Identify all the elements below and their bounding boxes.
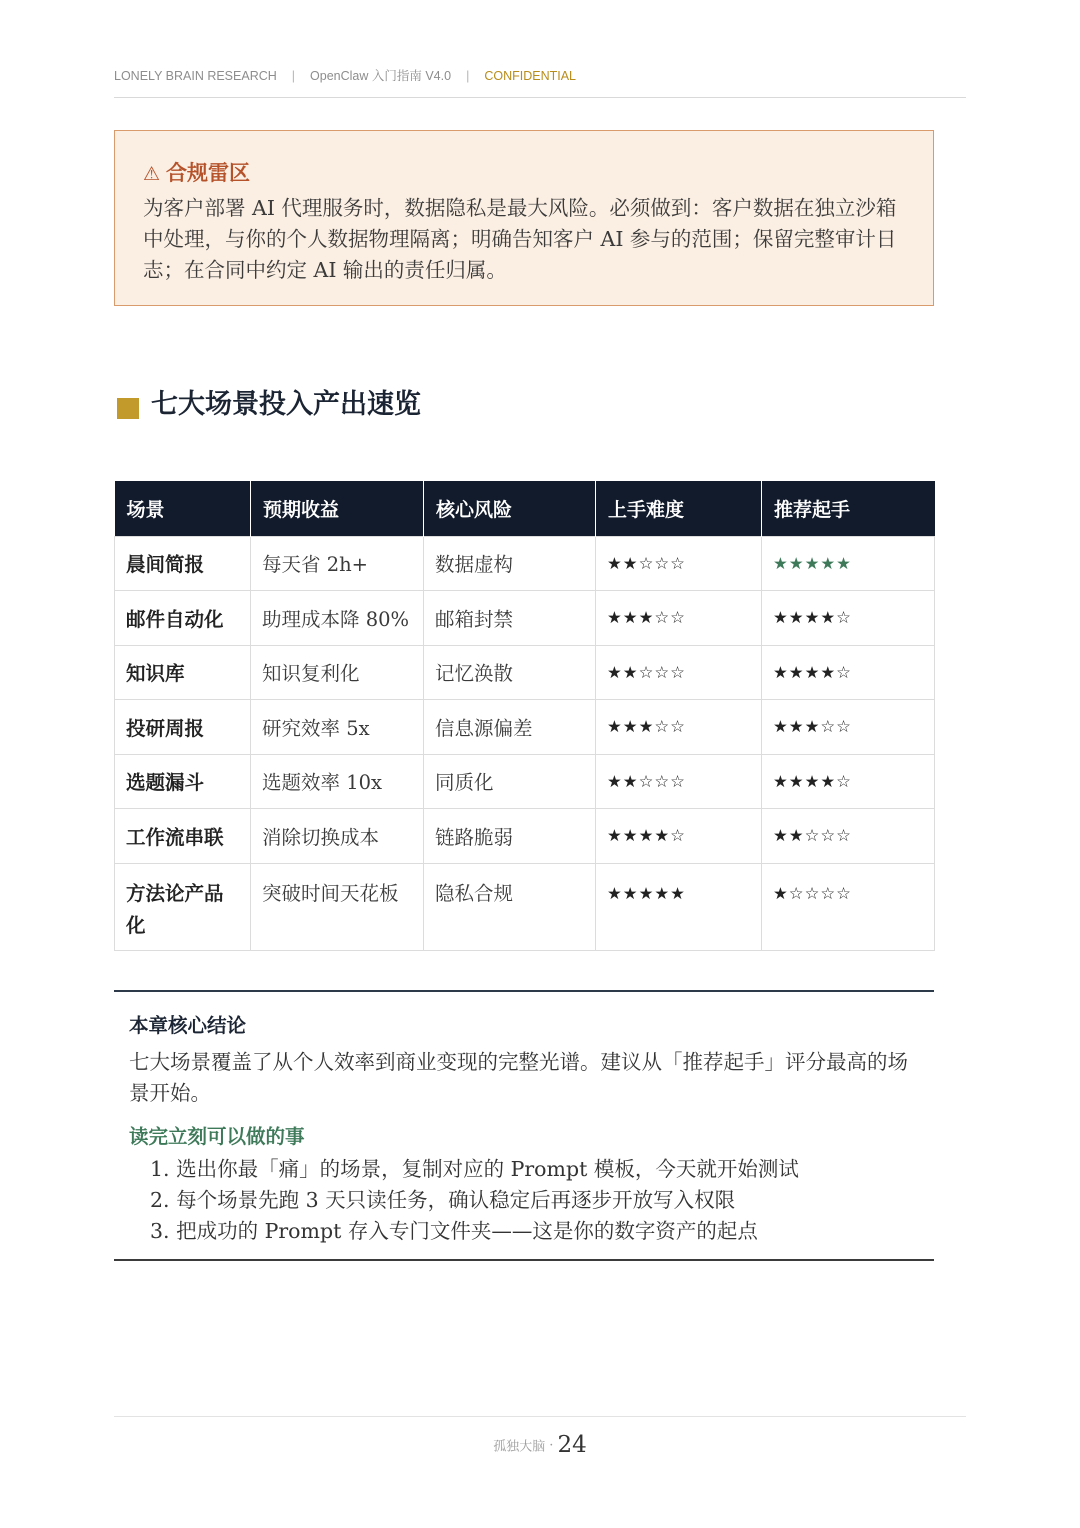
benefit-cell: 助理成本降 80%: [251, 591, 424, 646]
scenario-cell: 晨间简报: [115, 536, 251, 591]
risk-cell: 同质化: [424, 754, 596, 809]
section-title: 七大场景投入产出速览: [151, 389, 421, 420]
table-row: [115, 700, 935, 755]
scenario-cell: 方法论产品化: [115, 863, 251, 950]
column-header: 上手难度: [596, 481, 762, 536]
table-header-row: [115, 481, 935, 536]
recommend-rating: ★★★☆☆: [762, 700, 935, 755]
recommend-rating: ★★★★☆: [762, 591, 935, 646]
page-header: [114, 66, 966, 98]
conclusion-text: 七大场景覆盖了从个人效率到商业变现的完整光谱。建议从「推荐起手」评分最高的场景开始。: [129, 1050, 908, 1105]
difficulty-rating: ★★★☆☆: [596, 591, 762, 646]
scenario-cell: 知识库: [115, 645, 251, 700]
risk-cell: 记忆涣散: [424, 645, 596, 700]
table-row: [115, 536, 935, 591]
scenario-cell: 投研周报: [115, 700, 251, 755]
scenario-cell: 工作流串联: [115, 809, 251, 864]
recommend-rating: ★★☆☆☆: [762, 809, 935, 864]
table-row: [115, 754, 935, 809]
column-header: 场景: [115, 481, 251, 536]
scenario-cell: 选题漏斗: [115, 754, 251, 809]
table-row: [115, 863, 935, 950]
benefit-cell: 选题效率 10x: [251, 754, 424, 809]
actions-list: [150, 1154, 910, 1247]
table-row: [115, 645, 935, 700]
compliance-warning-box: [114, 130, 934, 306]
header-separator: |: [466, 69, 470, 83]
benefit-cell: 每天省 2h+: [251, 536, 424, 591]
warning-text: 为客户部署 AI 代理服务时，数据隐私是最大风险。必须做到：客户数据在独立沙箱中处理，与你的个人数据物理隔离；明确告知客户 AI 参与的范围；保留完整审计日志；在合同中约定 AI 输出的责任归属。: [143, 196, 897, 282]
risk-cell: 隐私合规: [424, 863, 596, 950]
warning-title: 合规雷区: [166, 161, 251, 185]
header-org: LONELY BRAIN RESEARCH: [114, 69, 277, 83]
table-row: [115, 591, 935, 646]
conclusion-title: 本章核心结论: [129, 1014, 247, 1037]
column-header: 核心风险: [424, 481, 596, 536]
recommend-rating: ★★★★★: [762, 536, 935, 591]
risk-cell: 数据虚构: [424, 536, 596, 591]
column-header: 推荐起手: [762, 481, 935, 536]
column-header: 预期收益: [251, 481, 424, 536]
risk-cell: 链路脆弱: [424, 809, 596, 864]
list-item: 3. 把成功的 Prompt 存入专门文件夹——这是你的数字资产的起点: [150, 1219, 758, 1243]
recommend-rating: ★☆☆☆☆: [762, 863, 935, 950]
benefit-cell: 突破时间天花板: [251, 863, 424, 950]
heading-square-marker: [117, 398, 139, 419]
benefit-cell: 研究效率 5x: [251, 700, 424, 755]
footer-dot: ·: [549, 1437, 554, 1453]
benefit-cell: 知识复利化: [251, 645, 424, 700]
list-item: 1. 选出你最「痛」的场景，复制对应的 Prompt 模板，今天就开始测试: [150, 1157, 799, 1181]
footer-divider: [114, 1416, 966, 1417]
difficulty-rating: ★★★★☆: [596, 809, 762, 864]
risk-cell: 邮箱封禁: [424, 591, 596, 646]
warning-title-row: [143, 157, 250, 187]
header-separator: |: [291, 69, 296, 83]
difficulty-rating: ★★☆☆☆: [596, 645, 762, 700]
benefit-cell: 消除切换成本: [251, 809, 424, 864]
header-doc-title: OpenClaw 入门指南 V4.0: [310, 69, 452, 83]
difficulty-rating: ★★☆☆☆: [596, 536, 762, 591]
difficulty-rating: ★★★☆☆: [596, 700, 762, 755]
chapter-conclusion-box: [114, 990, 934, 1261]
page-number: 24: [557, 1432, 587, 1458]
header-classification: CONFIDENTIAL: [484, 69, 576, 83]
scenario-cell: 邮件自动化: [115, 591, 251, 646]
page-footer: [0, 1432, 1080, 1458]
scenario-table: [114, 481, 935, 951]
recommend-rating: ★★★★☆: [762, 754, 935, 809]
difficulty-rating: ★★☆☆☆: [596, 754, 762, 809]
list-item: 2. 每个场景先跑 3 天只读任务，确认稳定后再逐步开放写入权限: [150, 1188, 736, 1212]
footer-brand: 孤独大脑: [493, 1439, 546, 1455]
recommend-rating: ★★★★☆: [762, 645, 935, 700]
risk-cell: 信息源偏差: [424, 700, 596, 755]
warning-triangle-icon: ⚠: [143, 163, 161, 185]
difficulty-rating: ★★★★★: [596, 863, 762, 950]
table-row: [115, 809, 935, 864]
actions-title: 读完立刻可以做的事: [129, 1125, 305, 1148]
